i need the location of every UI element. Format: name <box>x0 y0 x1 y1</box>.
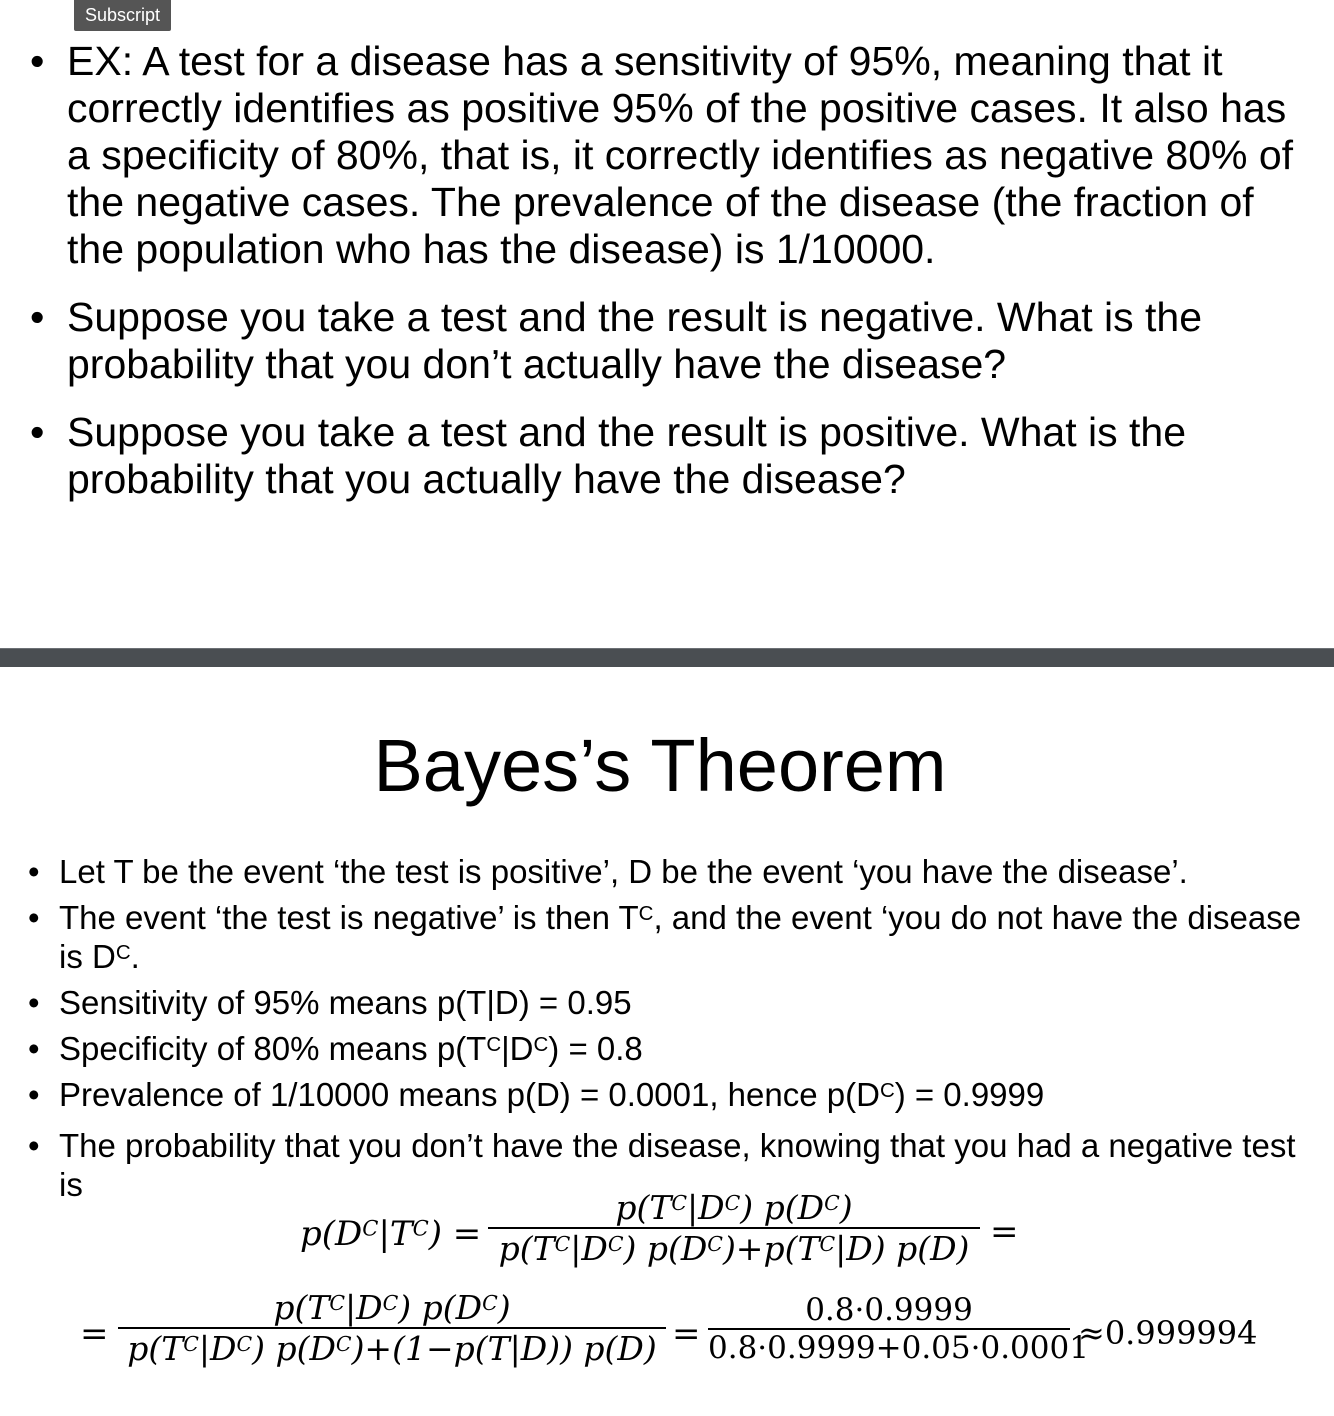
fraction-expanded <box>118 1288 666 1368</box>
bullet-events: • Let T be the event ‘the test is positive’, D be the event ‘you have the disease’. <box>28 852 1318 891</box>
equals-sign: = <box>672 1314 701 1354</box>
slide-divider <box>0 648 1334 667</box>
equals-sign: = <box>80 1314 109 1354</box>
bullet-example: • EX: A test for a disease has a sensitivity of 95%, meaning that it correctly identifies as positive 95% of the positive cases. It also has a specificity of 80%, that is, it correctly identifies as negative 80% of the negative cases. The prevalence of the disease (the fraction of the population who has the disease) is 1/10000. <box>30 38 1320 273</box>
fraction-expanded-denominator: $p(T^C|D^C)$ $p(D^C)+(1-p(T|D))$ p(D) <box>127 1329 657 1368</box>
fraction-numeric-denominator: 0.8·0.9999+0.05·0.0001 <box>708 1330 1089 1366</box>
fraction-bayes-numerator: $p(T^C|D^C)$ $p(D^C)$ <box>615 1188 853 1227</box>
formula-lhs: $p(D^C|T^C)$ = <box>300 1214 482 1254</box>
fraction-expanded-numerator: $p(T^C|D^C)$ $p(D^C)$ <box>273 1288 511 1327</box>
fraction-numeric <box>708 1292 1089 1366</box>
fraction-bayes <box>488 1188 980 1268</box>
equals-sign: = <box>990 1212 1019 1252</box>
definition-bullets <box>28 852 1318 1211</box>
problem-bullets <box>30 38 1320 524</box>
bullet-specificity: • Specificity of 80% means $p(T^C|D^C) = 0.8$ <box>28 1029 1318 1068</box>
subscript-tooltip: Subscript <box>74 0 171 31</box>
fraction-numeric-numerator: 0.8·0.9999 <box>805 1292 973 1328</box>
slide-title: Bayes’s Theorem <box>373 724 947 807</box>
bullet-complement: • The event ‘the test is negative’ is then $T^C$, and the event ‘you do not have the disease is $D^C$. <box>28 898 1318 976</box>
formula-result: ≈0.999994 <box>1078 1314 1258 1352</box>
bullet-probability: • The probability that you don’t have the disease, knowing that you had a negative test is <box>28 1126 1318 1204</box>
bullet-prevalence: • Prevalence of 1/10000 means p(D) = 0.0001, hence $p(D^C) = 0.9999$ <box>28 1075 1318 1114</box>
bullet-sensitivity: • Sensitivity of 95% means p(T|D) = 0.95 <box>28 983 1318 1022</box>
bullet-negative-question: • Suppose you take a test and the result is negative. What is the probability that you don’t actually have the disease? <box>30 294 1320 388</box>
bullet-positive-question: • Suppose you take a test and the result is positive. What is the probability that you actually have the disease? <box>30 409 1320 503</box>
fraction-bayes-denominator: $p(T^C|D^C)$ $p(D^C)+p(T^C|D)$ p(D) <box>498 1229 970 1268</box>
